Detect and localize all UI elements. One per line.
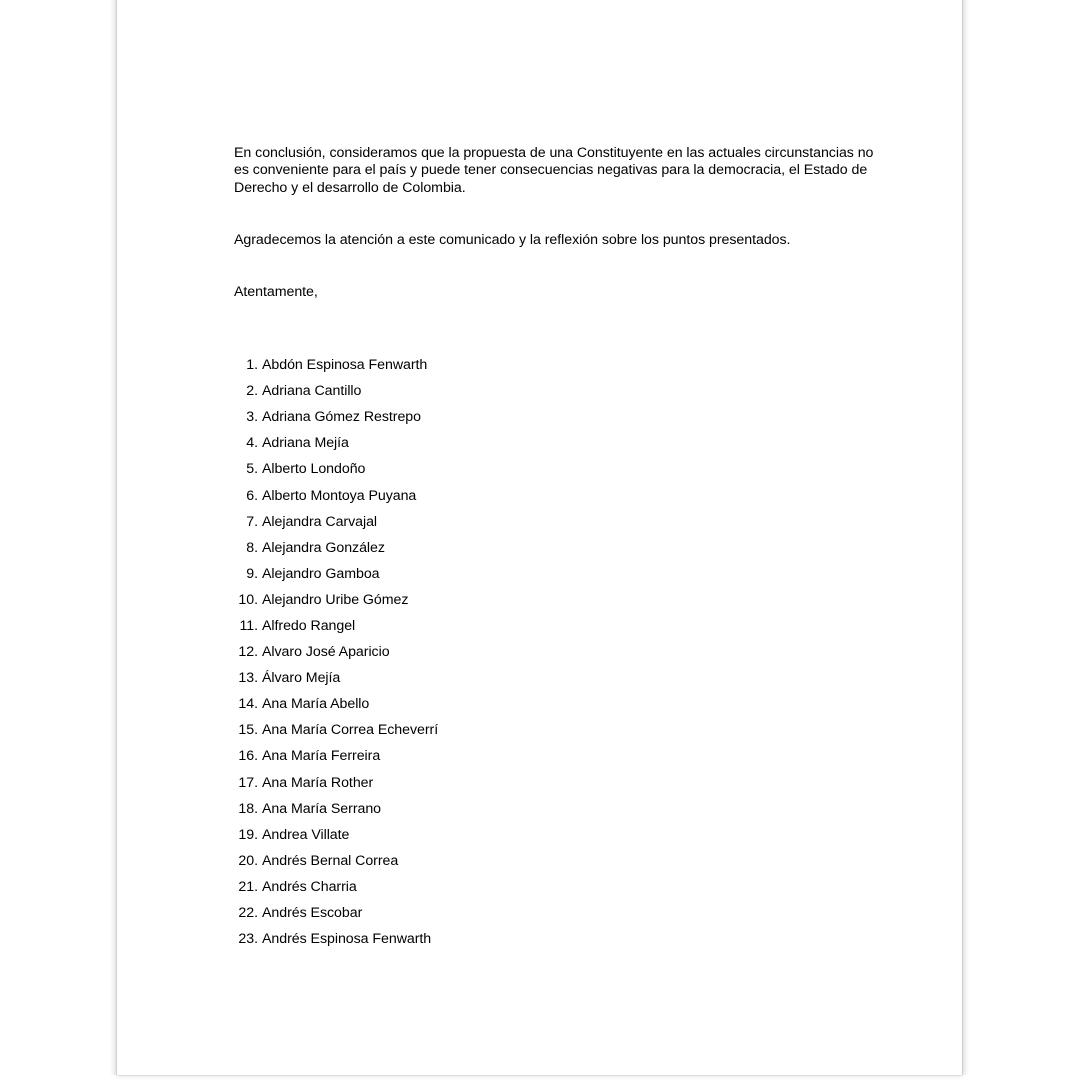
signatory-item <box>234 404 874 430</box>
signatory-item <box>234 717 874 743</box>
signatory-item <box>234 378 874 404</box>
signatory-item <box>234 561 874 587</box>
signatory-number: 8. <box>246 539 258 556</box>
signatory-number: 7. <box>246 513 258 530</box>
signatory-item <box>234 743 874 769</box>
signatory-number: 18. <box>238 800 258 817</box>
signatory-name: Alejandra Carvajal <box>262 513 378 530</box>
signatory-item <box>234 639 874 665</box>
signatory-item <box>234 691 874 717</box>
signatory-item <box>234 770 874 796</box>
signatory-item <box>234 822 874 848</box>
signatory-name: Alejandro Gamboa <box>262 565 380 582</box>
signatory-item <box>234 509 874 535</box>
signatory-name: Adriana Mejía <box>262 435 349 452</box>
list-spacer <box>234 301 874 352</box>
signatory-name: Álvaro Mejía <box>262 670 341 687</box>
signatory-number: 1. <box>246 357 258 374</box>
signatory-number: 11. <box>239 617 258 634</box>
signatory-item <box>234 352 874 378</box>
signatory-number: 5. <box>246 461 258 478</box>
signatory-number: 6. <box>246 487 258 504</box>
paragraph-spacer-1 <box>234 197 874 232</box>
paragraph-closing-salutation: Atentamente, <box>234 283 318 300</box>
paragraph-conclusion: En conclusión, consideramos que la propuesta de una Constituyente en las actuales circunstancias no es conveniente para el país y puede tener consecuencias negativas para la democracia, el Estado de Derecho y el desarrollo de Colombia. <box>234 145 874 196</box>
signatory-item <box>234 848 874 874</box>
signatory-name: Alfredo Rangel <box>262 617 356 634</box>
signatory-number: 10. <box>238 591 258 608</box>
signatory-name: Andrés Escobar <box>262 905 363 921</box>
signatory-number: 21. <box>238 878 258 895</box>
signatory-name: Andrea Villate <box>262 826 350 843</box>
signatory-number: 14. <box>238 696 258 713</box>
signatory-number: 20. <box>238 852 258 869</box>
signatory-item <box>234 796 874 822</box>
paragraph-thanks: Agradecemos la atención a este comunicado y la reflexión sobre los puntos presentados. <box>234 232 791 249</box>
signatory-name: Adriana Cantillo <box>262 383 362 400</box>
page-left-edge-shadow <box>110 0 117 1075</box>
signatory-name: Ana María Correa Echeverrí <box>262 722 439 739</box>
signatory-number: 15. <box>238 722 258 739</box>
signatory-name: Ana María Ferreira <box>262 748 381 765</box>
signatory-list <box>234 352 874 952</box>
signatory-item <box>234 874 874 900</box>
signatory-number: 19. <box>238 826 258 843</box>
page-right-edge-shadow <box>962 0 969 1075</box>
signatory-item <box>234 665 874 691</box>
signatory-item <box>234 587 874 613</box>
signatory-name: Adriana Gómez Restrepo <box>262 409 421 426</box>
signatory-number: 17. <box>238 774 258 791</box>
signatory-number: 12. <box>238 644 258 661</box>
signatory-name: Alejandro Uribe Gómez <box>262 591 409 608</box>
signatory-item <box>234 613 874 639</box>
document-text-body <box>234 145 874 952</box>
signatory-name: Andrés Espinosa Fenwarth <box>262 931 432 948</box>
signatory-number: 4. <box>246 435 258 452</box>
signatory-number: 23. <box>238 931 258 948</box>
signatory-name: Andrés Charria <box>262 878 357 895</box>
signatory-name: Andrés Bernal Correa <box>262 852 399 869</box>
signatory-item <box>234 430 874 456</box>
signatory-item <box>234 535 874 561</box>
signatory-name: Alberto Londoño <box>262 461 366 478</box>
signatory-item <box>234 456 874 482</box>
document-page <box>117 0 962 1075</box>
signatory-name: Ana María Rother <box>262 774 374 791</box>
signatory-name: Abdón Espinosa Fenwarth <box>262 357 428 374</box>
signatory-number: 16. <box>238 748 258 765</box>
signatory-number: 9. <box>246 565 258 582</box>
signatory-number: 22. <box>238 905 258 921</box>
signatory-item <box>234 483 874 509</box>
signatory-number: 2. <box>246 383 258 400</box>
signatory-name: Alejandra González <box>262 539 385 556</box>
paragraph-spacer-2 <box>234 250 874 284</box>
signatory-name: Ana María Serrano <box>262 800 382 817</box>
signatory-number: 13. <box>238 670 258 687</box>
signatory-name: Ana María Abello <box>262 696 370 713</box>
signatory-item <box>234 900 874 926</box>
signatory-item <box>234 926 874 952</box>
signatory-name: Alvaro José Aparicio <box>262 644 390 661</box>
signatory-number: 3. <box>246 409 258 426</box>
signatory-name: Alberto Montoya Puyana <box>262 487 417 504</box>
